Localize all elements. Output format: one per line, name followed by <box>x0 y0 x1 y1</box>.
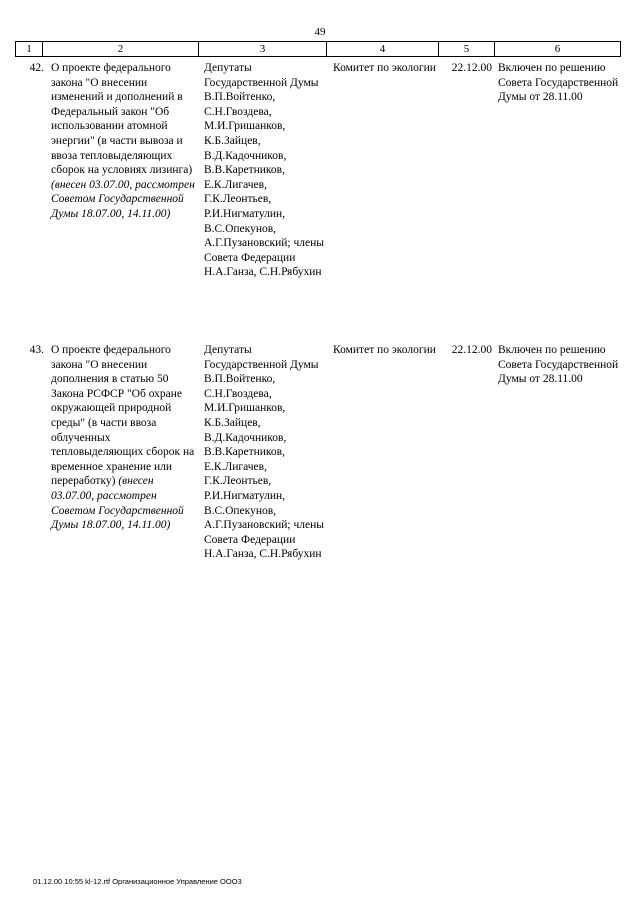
date: 22.12.00 <box>451 344 492 356</box>
authors: Депутаты Государственной Думы В.П.Войтенко, С.Н.Гвоздева, М.И.Гришанков, К.Б.Зайцев, В.Д.Кадочников, В.В.Каретников, Е.К.Лигачев, Г.К.Леонтьев, Р.И.Нигматулин, В.С.Опекунов, А.Г.Пузановский; члены Совета Федерации Н.А.Ганза, С.Н.Рябухин <box>204 344 324 561</box>
committee: Комитет по экологии <box>333 344 436 356</box>
row-number: 42. <box>29 62 44 74</box>
page-number: 49 <box>314 26 326 38</box>
bill-note: (внесен 03.07.00, рассмотрен Советом Государственной Думы 18.07.00, 14.11.00) <box>51 475 184 532</box>
bill-title: О проекте федерального закона "О внесении дополнения в статью 50 Закона РСФСР "Об охране окружающей природной среды" (в части ввоза облученных тепловыделяющих сборок на временное хранение или переработку) <box>51 344 195 488</box>
bill-note: (внесен 03.07.00, рассмотрен Советом Государственной Думы 18.07.00, 14.11.00) <box>51 178 195 220</box>
status: Включен по решению Совета Государственной Думы от 28.11.00 <box>498 344 619 386</box>
authors: Депутаты Государственной Думы В.П.Войтенко, С.Н.Гвоздева, М.И.Гришанков, К.Б.Зайцев, В.Д.Кадочников, В.В.Каретников, Е.К.Лигачев, Г.К.Леонтьев, Р.И.Нигматулин, В.С.Опекунов, А.Г.Пузановский; члены Совета Федерации Н.А.Ганза, С.Н.Рябухин <box>204 62 324 279</box>
row-number: 43. <box>29 344 44 356</box>
column-header-2: 2 <box>43 42 199 57</box>
bill-title: О проекте федерального закона "О внесении изменений и дополнений в Федеральный закон "Об использовании атомной энергии" (в части вывоза и ввоза тепловыделяющих сборок на условиях лизинга) <box>51 62 193 177</box>
bill-title-cell <box>51 343 199 533</box>
footer: 01.12.00 10:55 kl-12.rtf Организационное Управление ООО3 <box>33 877 242 886</box>
committee: Комитет по экологии <box>333 62 436 74</box>
bill-title-cell <box>51 61 199 222</box>
column-header-6: 6 <box>495 42 621 57</box>
column-header-table <box>15 41 621 57</box>
date: 22.12.00 <box>451 62 492 74</box>
column-header-4: 4 <box>327 42 439 57</box>
column-header-5: 5 <box>439 42 495 57</box>
column-header-3: 3 <box>199 42 327 57</box>
column-header-1: 1 <box>16 42 43 57</box>
status: Включен по решению Совета Государственной Думы от 28.11.00 <box>498 62 619 104</box>
